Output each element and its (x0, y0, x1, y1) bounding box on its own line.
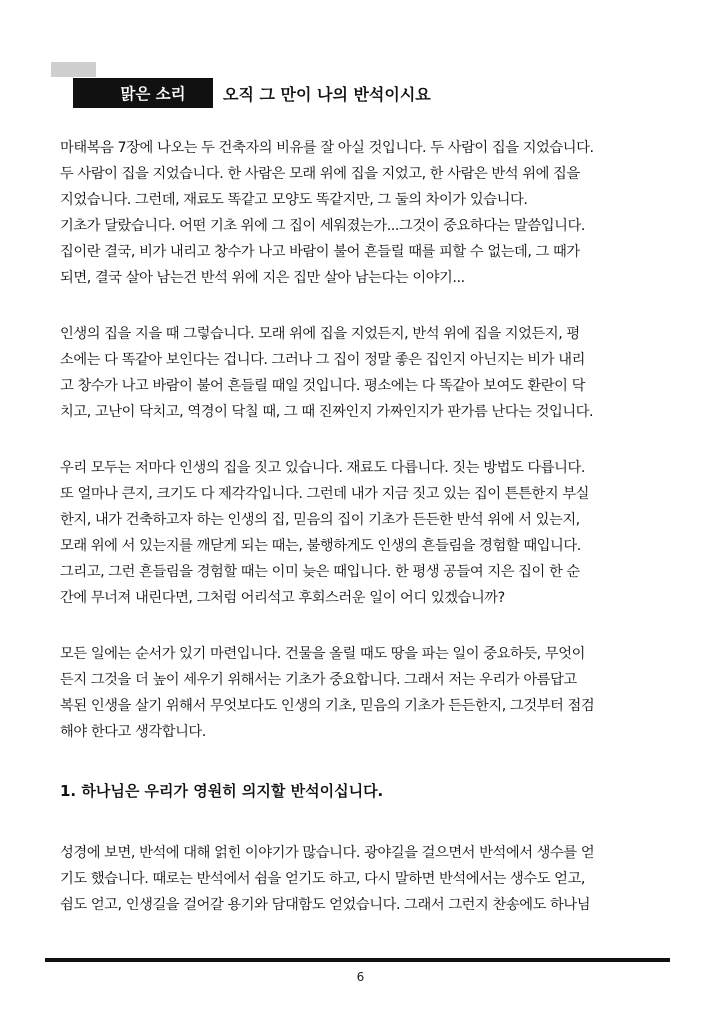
text-line: 그리고, 그런 흔들림을 경험할 때는 이미 늦은 때입니다. 한 평생 공들여 지은 집이 한 순 (60, 564, 580, 580)
text-line: 소에는 다 똑같아 보인다는 겁니다. 그러나 그 집이 정말 좋은 집인지 아닌지는 비가 내리 (60, 352, 585, 368)
paragraph-4 (60, 641, 670, 745)
text-line: 지었습니다. 그런데, 재료도 똑같고 모양도 똑같지만, 그 둘의 차이가 있습니다. (60, 192, 528, 208)
text-line: 우리 모두는 저마다 인생의 집을 짓고 있습니다. 재료도 다릅니다. 짓는 방법도 다릅니다. (60, 460, 585, 476)
page-number: 6 (356, 970, 365, 984)
text-line: 모래 위에 서 있는지를 깨닫게 되는 때는, 불행하게도 인생의 흔들림을 경험할 때입니다. (60, 538, 581, 554)
text-line: 모든 일에는 순서가 있기 마련입니다. 건물을 올릴 때도 땅을 파는 일이 중요하듯, 무엇이 (60, 646, 585, 662)
paragraph-spacer (60, 745, 670, 775)
section-heading: 1. 하나님은 우리가 영원히 의지할 반석이십니다. (60, 782, 384, 800)
article-body (60, 135, 670, 918)
paragraph-5 (60, 840, 670, 918)
column-badge: 맑은 소리 (73, 78, 213, 108)
paragraph-spacer (60, 611, 670, 641)
paragraph-1 (60, 135, 670, 291)
text-line: 해야 한다고 생각합니다. (60, 724, 206, 740)
text-line: 간에 무너져 내린다면, 그처럼 어리석고 후회스러운 일이 어디 있겠습니까? (60, 590, 505, 606)
text-line: 또 얼마나 큰지, 크기도 다 제각각입니다. 그런데 내가 지금 짓고 있는 집이 튼튼한지 부실 (60, 486, 590, 502)
paragraph-3 (60, 455, 670, 611)
article-title: 오직 그 만이 나의 반석이시요 (223, 84, 431, 104)
text-line: 마태복음 7장에 나오는 두 건축자의 비유를 잘 아실 것입니다. 두 사람이 집을 지었습니다. (60, 140, 594, 156)
text-line: 인생의 집을 지을 때 그렇습니다. 모래 위에 집을 지었든지, 반석 위에 집을 지었든지, 평 (60, 326, 580, 342)
text-line: 되면, 결국 살아 남는건 반석 위에 지은 집만 살아 남는다는 이야기... (60, 270, 465, 286)
text-line: 기도 했습니다. 때로는 반석에서 쉼을 얻기도 하고, 다시 말하면 반석에서는 생수도 얻고, (60, 871, 585, 887)
heading-spacer (60, 804, 670, 840)
column-header (73, 78, 431, 108)
text-line: 기초가 달랐습니다. 어떤 기초 위에 그 집이 세워졌는가...그것이 중요하다는 말씀입니다. (60, 218, 585, 234)
footer-divider (45, 958, 670, 962)
header-tab-decoration (51, 62, 96, 77)
text-line: 고 창수가 나고 바람이 불어 흔들릴 때일 것입니다. 평소에는 다 똑같아 보여도 환란이 닥 (60, 378, 585, 394)
text-line: 성경에 보면, 반석에 대해 얽힌 이야기가 많습니다. 광야길을 걸으면서 반석에서 생수를 얻 (60, 845, 595, 861)
paragraph-spacer (60, 425, 670, 455)
text-line: 든지 그것을 더 높이 세우기 위해서는 기초가 중요합니다. 그래서 저는 우리가 아름답고 (60, 672, 577, 688)
text-line: 한지, 내가 건축하고자 하는 인생의 집, 믿음의 집이 기초가 든든한 반석 위에 서 있는지, (60, 512, 580, 528)
text-line: 복된 인생을 살기 위해서 무엇보다도 인생의 기초, 믿음의 기초가 든든한지, 그것부터 점검 (60, 698, 595, 714)
text-line: 집이란 결국, 비가 내리고 창수가 나고 바람이 불어 흔들릴 때를 피할 수 없는데, 그 때가 (60, 244, 580, 260)
paragraph-2 (60, 321, 670, 425)
paragraph-spacer (60, 291, 670, 321)
text-line: 치고, 고난이 닥치고, 역경이 닥칠 때, 그 때 진짜인지 가짜인지가 판가름 난다는 것입니다. (60, 404, 594, 420)
text-line: 쉼도 얻고, 인생길을 걸어갈 용기와 담대함도 얻었습니다. 그래서 그런지 찬송에도 하나님 (60, 897, 591, 913)
text-line: 두 사람이 집을 지었습니다. 한 사람은 모래 위에 집을 지었고, 한 사람은 반석 위에 집을 (60, 166, 580, 182)
